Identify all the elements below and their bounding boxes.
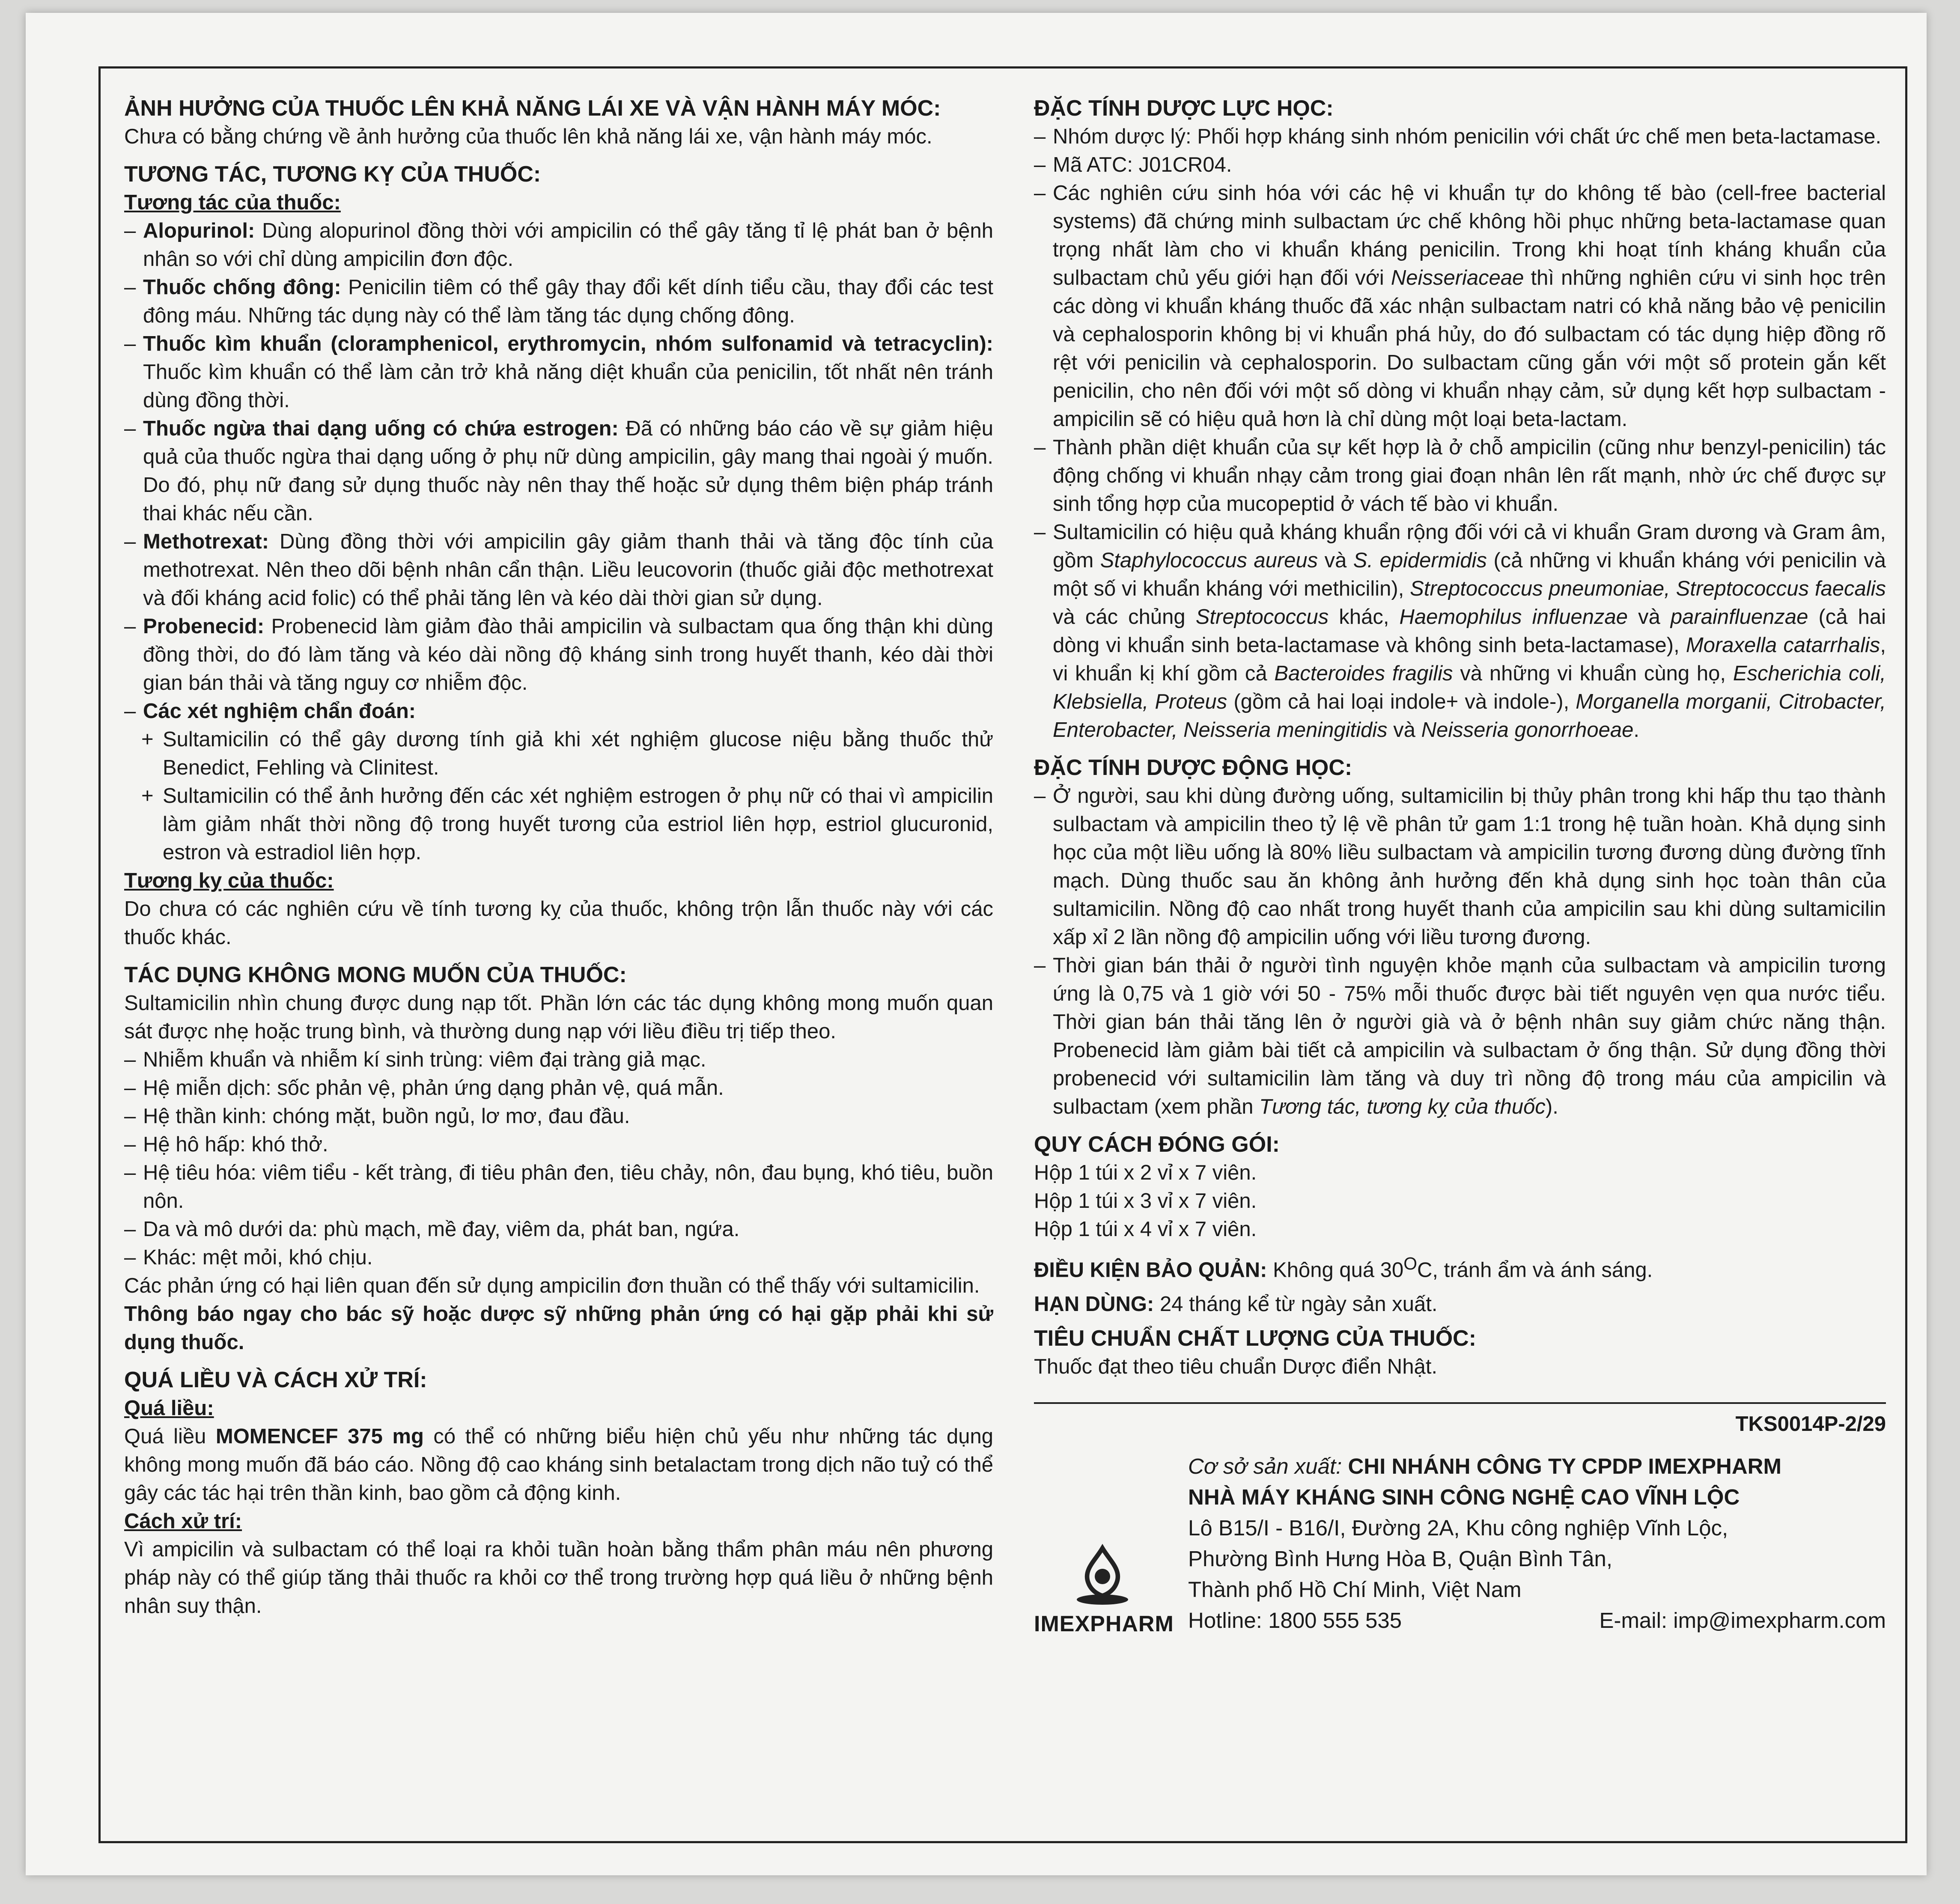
quality-text: Thuốc đạt theo tiêu chuẩn Dược điển Nhật. (1034, 1355, 1438, 1379)
document-code: TKS0014P-2/29 (1034, 1402, 1886, 1438)
manufacturer-address: Cơ sở sản xuất: CHI NHÁNH CÔNG TY CPDP IMEXPHARM NHÀ MÁY KHÁNG SINH CÔNG NGHỆ CAO VĨNH LỘC Lô B15/I - B16/I, Đường 2A, Khu công nghiệp Vĩnh Lộc, Phường Bình Hưng Hòa B, Quận Bình Tân, Thành phố Hồ Chí Minh, Việt Nam Hotline: 1800 555 535 E-mail: imp@imexpharm.com (1188, 1451, 1886, 1636)
section-heading-overdose: QUÁ LIỀU VÀ CÁCH XỬ TRÍ: (124, 1368, 427, 1392)
pd-item: – Nhóm dược lý: Phối hợp kháng sinh nhóm penicilin với chất ức chế men beta-lactamase. (1034, 122, 1886, 151)
manufacturer-block (1034, 1451, 1886, 1691)
spectrum-text: khác, (1329, 605, 1400, 629)
section-heading-interactions: TƯƠNG TÁC, TƯƠNG KỴ CỦA THUỐC: (124, 162, 541, 187)
interaction-item: – Các xét nghiệm chẩn đoán: (124, 697, 993, 725)
spectrum-text: , vi khuẩn kị khí gồm cả (1053, 634, 1886, 685)
imexpharm-logo (1034, 1543, 1174, 1638)
interaction-item: – Probenecid: Probenecid làm giảm đào thải ampicilin và sulbactam qua ống thận khi dùng đồng thời, do đó làm tăng và kéo dài nồng độ kháng sinh trong huyết thanh, kéo dài thời gian bán thải và tăng nguy cơ nhiễm độc. (124, 612, 993, 697)
logo-wordmark: IMEXPHARM (1034, 1612, 1174, 1637)
pk-item: – Ở người, sau khi dùng đường uống, sultamicilin bị thủy phân trong khi hấp thu tạo thành sulbactam và ampicilin theo tỷ lệ về phân tử gam 1:1 trong hệ tuần hoàn. Khả dụng sinh học của một liều uống là 80% liều sulbactam và ampicilin tương đương dùng đường tĩnh mạch. Dùng thuốc sau ăn không ảnh hưởng đến khả dụng sinh học toàn thân của sultamicilin. Nồng độ cao nhất trong huyết thanh của ampicilin sau khi dùng sultamicilin xấp xỉ 2 lần nồng độ ampicilin uống với liều tương đương. (1034, 782, 1886, 951)
right-column (1034, 94, 1886, 1691)
packaging-line: Hộp 1 túi x 3 vỉ x 7 viên. (1034, 1189, 1257, 1213)
interaction-item: – Thuốc kìm khuẩn (cloramphenicol, erythromycin, nhóm sulfonamid và tetracyclin): Thuốc kìm khuẩn có thể làm cản trở khả năng diệt khuẩn của penicilin, tốt nhất nên tránh dùng đồng thời. (124, 330, 993, 414)
section-heading-pharmacokinetics: ĐẶC TÍNH DƯỢC ĐỘNG HỌC: (1034, 755, 1352, 780)
adverse-item: – Hệ thần kinh: chóng mặt, buồn ngủ, lơ mơ, đau đầu. (124, 1102, 993, 1130)
interaction-item: – Thuốc ngừa thai dạng uống có chứa estrogen: Đã có những báo cáo về sự giảm hiệu quả của thuốc ngừa thai dạng uống ở phụ nữ dùng ampicilin, gây mang thai ngoài ý muốn. Do đó, phụ nữ đang sử dụng thuốc này nên thay thế hoặc sử dụng thêm biện pháp tránh thai khác nếu cần. (124, 414, 993, 527)
packaging-line: Hộp 1 túi x 4 vỉ x 7 viên. (1034, 1218, 1257, 1241)
pd-item: – Mã ATC: J01CR04. (1034, 151, 1886, 179)
subheading-overdose: Quá liều: (124, 1397, 214, 1420)
leaflet-page (26, 13, 1927, 1875)
subheading-interactions: Tương tác của thuốc: (124, 191, 341, 214)
organism-name: Haemophilus influenzae (1399, 605, 1628, 629)
spectrum-text: và (1628, 605, 1671, 629)
organism-name: Neisseria gonorrhoeae (1421, 718, 1634, 742)
spectrum-text: (cả những vi khuẩn kháng với penicilin và một số vi khuẩn kháng với methicilin), (1053, 549, 1886, 600)
adverse-notice: Thông báo ngay cho bác sỹ hoặc dược sỹ những phản ứng có hại gặp phải khi sử dụng thuốc. (124, 1302, 993, 1354)
storage-line: ĐIỀU KIỆN BẢO QUẢN: Không quá $30^OC$, tránh ẩm và ánh sáng. (1034, 1254, 1653, 1282)
organism-name: Escherichia coli, Klebsiella, Proteus (1053, 662, 1886, 713)
treatment-text: Vì ampicilin và sulbactam có thể loại ra khỏi tuần hoàn bằng thẩm phân máu nên phương pháp này có thể giúp tăng thải thuốc ra khỏi cơ thể trong trường hợp quá liều ở những bệnh nhân suy thận. (124, 1538, 993, 1618)
adverse-item: – Da và mô dưới da: phù mạch, mề đay, viêm da, phát ban, ngứa. (124, 1215, 993, 1243)
adverse-item: – Hệ hô hấp: khó thở. (124, 1130, 993, 1159)
organism-name: Streptococcus pneumoniae, Streptococcus faecalis (1410, 577, 1886, 600)
adverse-item: – Hệ tiêu hóa: viêm tiểu - kết tràng, đi tiêu phân đen, tiêu chảy, nôn, đau bụng, khó tiêu, buồn nôn. (124, 1159, 993, 1215)
adverse-intro: Sultamicilin nhìn chung được dung nạp tốt. Phần lớn các tác dụng không mong muốn quan sát được nhẹ hoặc trung bình, và thường dung nạp với liều điều trị tiếp theo. (124, 992, 993, 1043)
interaction-item: – Methotrexat: Dùng đồng thời với ampicilin gây giảm thanh thải và tăng độc tính của methotrexat. Nên theo dõi bệnh nhân cẩn thận. Liều leucovorin (thuốc giải độc methotrexat và đối kháng acid folic) có thể phải tăng lên và kéo dài thời gian sử dụng. (124, 527, 993, 612)
section-heading-pharmacodynamics: ĐẶC TÍNH DƯỢC LỰC HỌC: (1034, 96, 1334, 121)
spectrum-text: và (1318, 549, 1353, 572)
spectrum-text: Sultamicilin có hiệu quả kháng khuẩn rộng đối với cả vi khuẩn Gram dương và Gram âm, gồm (1053, 521, 1886, 572)
spectrum-text: . (1633, 718, 1640, 742)
organism-name: parainfluenzae (1670, 605, 1808, 629)
spectrum-text: và (1387, 718, 1421, 742)
incompatibility-text: Do chưa có các nghiên cứu về tính tương kỵ của thuốc, không trộn lẫn thuốc này với các thuốc khác. (124, 897, 993, 949)
diagnostic-item: + Sultamicilin có thể gây dương tính giả khi xét nghiệm glucose niệu bằng thuốc thử Benedict, Fehling và Clinitest. (124, 725, 993, 782)
organism-name: Bacteroides fragilis (1274, 662, 1453, 685)
pd-item: – Các nghiên cứu sinh hóa với các hệ vi khuẩn tự do không tế bào (cell-free bacterial systems) đã chứng minh sulbactam ức chế không hồi phục những beta-lactamase quan trọng nhất làm cho vi khuẩn kháng penicilin. Trong khi hoạt tính kháng khuẩn của sulbactam chủ yếu giới hạn đối với Neisseriaceae thì những nghiên cứu vi sinh học trên các dòng vi khuẩn kháng thuốc đã xác nhận sulbactam natri có khả năng bảo vệ penicilin và cephalosporin không bị vi khuẩn phá hủy, do đó sulbactam có tác dụng hiệp đồng rõ rệt với penicilin và cephalosporin. Do sulbactam cũng gắn với một số protein gắn kết penicilin, cho nên đối với một số dòng vi khuẩn nhạy cảm, sử dụng kết hợp sulbactam - ampicilin sẽ có hiệu quả hơn là chỉ dùng một loại beta-lactam. (1034, 179, 1886, 433)
spectrum-text: (gồm cả hai loại indole+ và indole-), (1227, 690, 1576, 713)
organism-name: Staphylococcus aureus (1100, 549, 1318, 572)
spectrum-text: và những vi khuẩn cùng họ, (1453, 662, 1733, 685)
organism-name: Morganella morganii, Citrobacter, Enterobacter, Neisseria meningitidis (1053, 690, 1886, 742)
expiry-line: HẠN DÙNG: 24 tháng kể từ ngày sản xuất. (1034, 1293, 1438, 1316)
packaging-line: Hộp 1 túi x 2 vỉ x 7 viên. (1034, 1161, 1257, 1184)
organism-name: S. epidermidis (1353, 549, 1487, 572)
section-heading-packaging: QUY CÁCH ĐÓNG GÓI: (1034, 1132, 1280, 1157)
organism-name: Streptococcus (1195, 605, 1329, 629)
subheading-treatment: Cách xử trí: (124, 1510, 242, 1533)
adverse-after: Các phản ứng có hại liên quan đến sử dụng ampicilin đơn thuần có thể thấy với sultamicilin. (124, 1274, 980, 1297)
hotline: Hotline: 1800 555 535 (1188, 1608, 1402, 1633)
spectrum-text: và các chủng (1053, 605, 1196, 629)
driving-text: Chưa có bằng chứng về ảnh hưởng của thuốc lên khả năng lái xe, vận hành máy móc. (124, 125, 932, 148)
adverse-item: – Hệ miễn dịch: sốc phản vệ, phản ứng dạng phản vệ, quá mẫn. (124, 1074, 993, 1102)
drug-name: MOMENCEF 375 mg (215, 1425, 424, 1448)
pd-item: – Thành phần diệt khuẩn của sự kết hợp là ở chỗ ampicilin (cũng như benzyl-penicilin) tác động chống vi khuẩn nhạy cảm trong giai đoạn nhân lên rất mạnh, nhờ ức chế được sự sinh tổng hợp của mucopeptid ở vách tế bào vi khuẩn. (1034, 433, 1886, 518)
left-column (124, 94, 993, 1620)
interaction-item: – Thuốc chống đông: Penicilin tiêm có thể gây thay đổi kết dính tiểu cầu, thay đổi các test đông máu. Những tác dụng này có thể làm tăng tác dụng chống đông. (124, 273, 993, 330)
section-heading-quality: TIÊU CHUẨN CHẤT LƯỢNG CỦA THUỐC: (1034, 1326, 1477, 1351)
email: E-mail: imp@imexpharm.com (1599, 1608, 1886, 1633)
diagnostic-item: + Sultamicilin có thể ảnh hưởng đến các xét nghiệm estrogen ở phụ nữ có thai vì ampicilin làm giảm nhất thời nồng độ trong huyết tương của estriol liên hợp, estriol glucuronid, estron và estradiol liên hợp. (124, 782, 993, 867)
adverse-item: – Nhiễm khuẩn và nhiễm kí sinh trùng: viêm đại tràng giả mạc. (124, 1046, 993, 1074)
overdose-text: Quá liều MOMENCEF 375 mg có thể có những biểu hiện chủ yếu như những tác dụng không mong muốn đã báo cáo. Nồng độ cao kháng sinh betalactam trong dịch não tuỷ có thể gây các tác hại trên thần kinh, bao gồm cả động kinh. (124, 1425, 993, 1505)
interaction-item: – Alopurinol: Dùng alopurinol đồng thời với ampicilin có thể gây tăng tỉ lệ phát ban ở bệnh nhân so với chỉ dùng ampicilin đơn độc. (124, 217, 993, 273)
adverse-item: – Khác: mệt mỏi, khó chịu. (124, 1243, 993, 1272)
content-frame (98, 66, 1907, 1843)
pk-item: – Thời gian bán thải ở người tình nguyện khỏe mạnh của sulbactam và ampicilin tương ứng là 0,75 và 1 giờ với 50 - 75% mỗi thuốc được bài tiết nguyên vẹn qua nước tiểu. Thời gian bán thải tăng lên ở người già và ở bệnh nhân suy giảm chức năng thận. Probenecid làm giảm bài tiết cả ampicilin và sulbactam ở ống thận. Sử dụng đồng thời probenecid với sultamicilin làm tăng và duy trì nồng độ trong máu của ampicilin và sulbactam (xem phần Tương tác, tương kỵ của thuốc). (1034, 951, 1886, 1121)
organism-name: Moraxella catarrhalis (1686, 634, 1880, 657)
section-heading-driving: ẢNH HƯỞNG CỦA THUỐC LÊN KHẢ NĂNG LÁI XE VÀ VẬN HÀNH MÁY MÓC: (124, 96, 941, 121)
logo-mark-icon (1070, 1543, 1135, 1607)
spectrum-text: (cả hai dòng vi khuẩn sinh beta-lactamase và không sinh beta-lactamase), (1053, 605, 1886, 657)
section-heading-adverse-effects: TÁC DỤNG KHÔNG MONG MUỐN CỦA THUỐC: (124, 962, 627, 987)
subheading-incompatibility: Tương kỵ của thuốc: (124, 869, 334, 892)
pd-spectrum-item (1034, 518, 1886, 744)
